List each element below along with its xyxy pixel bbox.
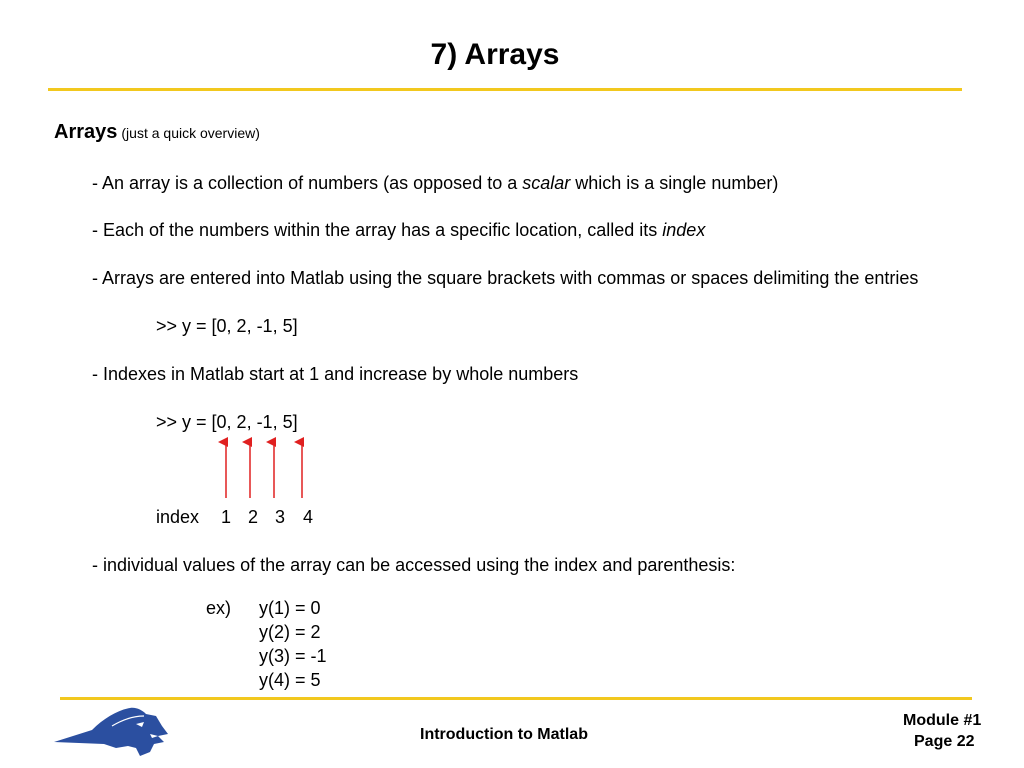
- wildcat-logo-icon: [52, 704, 172, 762]
- index-label: index: [156, 507, 200, 527]
- code-example-1: >> y = [0, 2, -1, 5]: [156, 316, 298, 336]
- index-value-3: 3: [275, 507, 286, 527]
- index-value-4: 4: [303, 507, 314, 527]
- bullet-2-emphasis: index: [662, 220, 706, 240]
- bullet-accessing-values: - individual values of the array can be accessed using the index and parenthesis:: [92, 555, 736, 575]
- heading-text: Arrays: [54, 121, 118, 143]
- bullet-entering-arrays: - Arrays are entered into Matlab using the square brackets with commas or spaces delimiting the entries: [92, 268, 919, 288]
- top-rule: [48, 88, 962, 91]
- code-example-2: >> y = [0, 2, -1, 5]: [156, 412, 298, 432]
- bullet-index-start: - Indexes in Matlab start at 1 and increase by whole numbers: [92, 364, 579, 384]
- heading-subtitle: (just a quick overview): [121, 125, 260, 141]
- footer-page: Page 22: [914, 733, 975, 750]
- example-line-4: y(4) = 5: [259, 670, 321, 690]
- index-value-2: 2: [248, 507, 259, 527]
- example-line-3: y(3) = -1: [259, 646, 327, 666]
- example-line-2: y(2) = 2: [259, 622, 321, 642]
- bullet-1-emphasis: scalar: [522, 173, 571, 193]
- bullet-1-text: - An array is a collection of numbers (as opposed to a: [92, 173, 523, 193]
- example-line-1: y(1) = 0: [259, 598, 321, 618]
- bullet-2-text: - Each of the numbers within the array has a specific location, called its: [92, 220, 663, 240]
- index-value-1: 1: [221, 507, 232, 527]
- index-arrows: [210, 436, 320, 502]
- section-heading: [54, 121, 260, 144]
- footer-course-title: Introduction to Matlab: [420, 726, 588, 743]
- bottom-rule: [60, 697, 972, 700]
- bullet-array-definition: [92, 173, 778, 194]
- example-label: ex): [206, 598, 232, 618]
- footer-module: Module #1: [903, 712, 982, 729]
- bullet-index-definition: [92, 220, 705, 241]
- bullet-1-text-end: which is a single number): [570, 173, 779, 193]
- slide-title: 7) Arrays: [430, 38, 560, 71]
